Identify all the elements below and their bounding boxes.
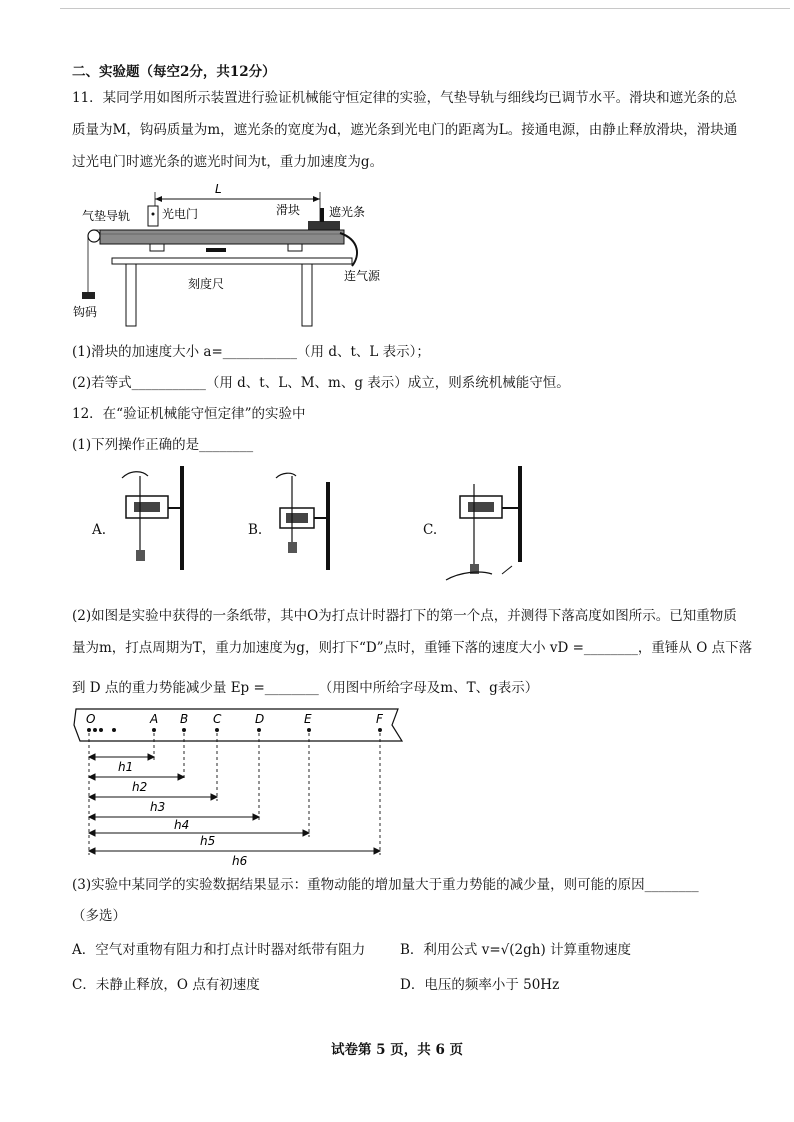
option-a-figure [118,462,198,574]
h3-label: h3 [150,800,166,814]
q12-part3-line2: （多选） [72,908,126,924]
choice-b: B．利用公式 v=√(2gh) 计算重物速度 [400,942,632,958]
table-top [112,258,352,264]
air-track [100,230,344,244]
option-a-label: A. [92,522,107,538]
section-title: 二、实验题（每空2分，共12分） [72,64,276,80]
h4-label: h4 [174,818,190,832]
q12-part2-line2: 量为m，打点周期为T，重力加速度为g，则打下“D”点时，重锤下落的速度大小 vD =________，重锤从 O 点下落 [72,640,753,656]
choice-a: A．空气对重物有阻力和打点计时器对纸带有阻力 [72,942,366,958]
q12-part2-line3: 到 D 点的重力势能减少量 Ep =________（用图中所给字母及m、T、g表示） [72,680,539,696]
tape-point-f: F [376,712,383,726]
option-c-figure [440,462,540,587]
tape-point-a: A [150,712,159,726]
h1-label: h1 [118,760,134,774]
paper-tape-figure [70,705,410,870]
length-label: L [215,182,222,196]
shutter-strip [320,208,324,222]
tape-point-d: D [255,712,265,726]
hand-icon [276,473,296,478]
slider-label: 滑块 [276,203,301,217]
page-footer: 试卷第 5 页，共 6 页 [330,1042,464,1058]
ruler-label: 刻度尺 [188,277,225,291]
q11-line3: 过光电门时遮光条的遮光时间为t，重力加速度为g。 [72,154,384,170]
hand-icon [446,572,492,580]
option-c-label: C. [423,522,438,538]
air-source-label: 连气源 [344,269,381,283]
q12-part1: (1)下列操作正确的是________ [72,437,254,453]
q12-part3-line1: (3)实验中某同学的实验数据结果显示：重物动能的增加量大于重力势能的减少量，则可能的原因________ [72,877,699,893]
choice-d: D．电压的频率小于 50Hz [400,977,560,993]
paper-tape [74,709,402,741]
tape-point-b: B [180,712,189,726]
q11-part1: (1)滑块的加速度大小 a=___________（用 d、t、L 表示）； [72,344,430,360]
h6-label: h6 [232,854,248,868]
air-track-figure [70,178,400,333]
shutter-label: 遮光条 [329,205,366,219]
top-rule [60,8,790,9]
rail-label: 气垫导轨 [82,209,131,223]
tape-point-c: C [213,712,222,726]
option-b-figure [266,462,346,574]
choice-c: C．未静止释放，O 点有初速度 [72,977,260,993]
option-b-label: B. [248,522,263,538]
q11-part2: (2)若等式___________（用 d、t、L、M、m、g 表示）成立，则系统机械能守恒。 [72,375,570,391]
q11-line1: 11．某同学用如图所示装置进行验证机械能守恒定律的实验，气垫导轨与细线均已调节水平。滑块和遮光条的总 [72,90,738,106]
tape-point-e: E [304,712,312,726]
q12-part2-line1: (2)如图是实验中获得的一条纸带，其中O为打点计时器打下的第一个点，并测得下落高度如图所示。已知重物质 [72,608,737,624]
h2-label: h2 [132,780,148,794]
weight-label: 钩码 [73,305,98,319]
hook-weight-icon [82,292,95,299]
photogate-label: 光电门 [162,207,199,221]
pulley-icon [88,230,100,242]
h5-label: h5 [200,834,216,848]
q12-stem: 12．在“验证机械能守恒定律”的实验中 [72,406,306,422]
q11-line2: 质量为M，钩码质量为m，遮光条的宽度为d，遮光条到光电门的距离为L。接通电源，由静止释放滑块，滑块通 [72,122,738,138]
tape-point-o: O [86,712,96,726]
hand-icon [122,472,148,478]
photogate-icon [148,206,158,226]
